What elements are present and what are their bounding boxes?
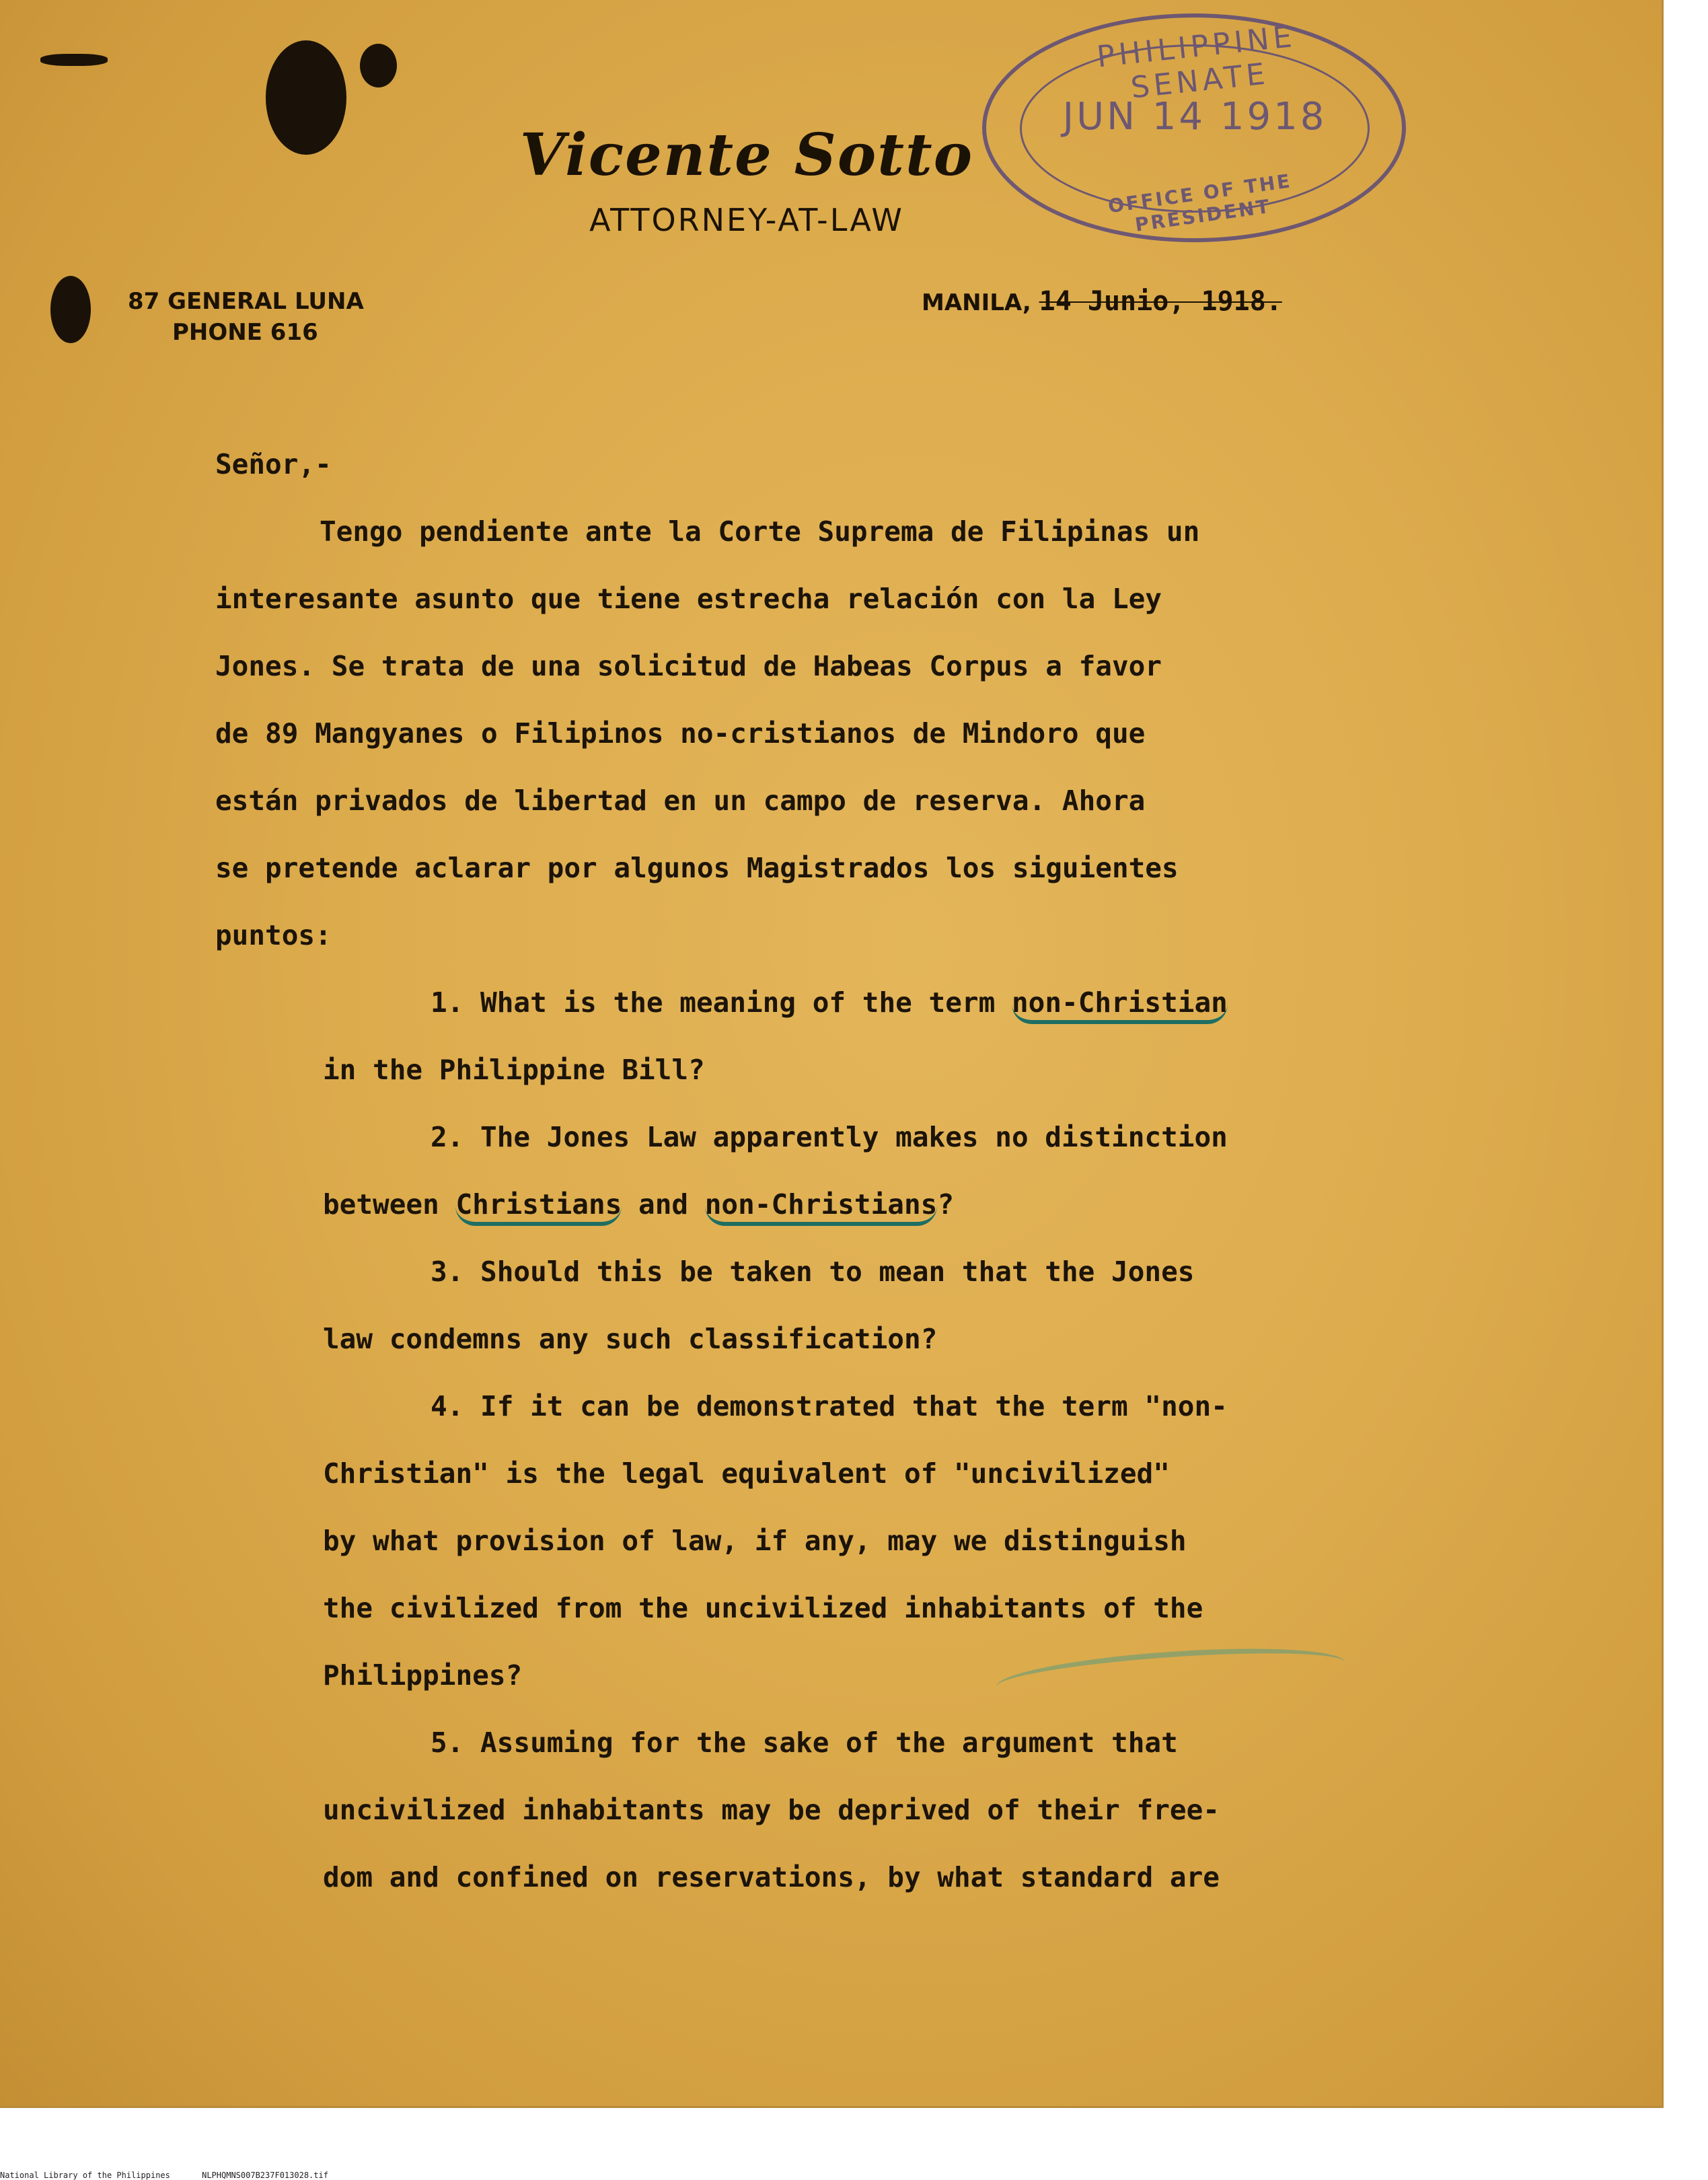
question-4: 4. If it can be demonstrated that the term "non- (431, 1390, 1228, 1422)
question-text: ? (937, 1188, 955, 1221)
question-4-cont: by what provision of law, if any, may we distinguish (323, 1525, 1187, 1557)
underlined-term: Christians (455, 1188, 622, 1226)
dateline-date: 14 Junio, 1918. (1039, 286, 1282, 317)
paragraph-line: interesante asunto que tiene estrecha relación con la Ley (215, 583, 1162, 615)
letterhead-title: ATTORNEY-AT-LAW (589, 202, 904, 238)
underlined-term: non-Christian (1012, 986, 1228, 1024)
ink-blot-corner (40, 54, 108, 66)
stamp-date: JUN 14 1918 (1062, 95, 1327, 139)
question-5: 5. Assuming for the sake of the argument that (431, 1727, 1178, 1759)
question-1 (323, 969, 1460, 1036)
paragraph-line: de 89 Mangyanes o Filipinos no-cristianos de Mindoro que (215, 717, 1146, 750)
ink-blot-left (50, 276, 91, 343)
question-4-cont: Christian" is the legal equivalent of "uncivilized" (323, 1457, 1170, 1490)
letterhead-address (128, 286, 364, 348)
ink-blot-small (360, 44, 397, 87)
dateline (922, 286, 1282, 317)
question-4-cont: Philippines? (323, 1659, 523, 1692)
question-4-cont: the civilized from the uncivilized inhabitants of the (323, 1592, 1203, 1624)
question-5-cont: dom and confined on reservations, by what standard are (323, 1861, 1220, 1893)
question-text: 1. What is the meaning of the term (431, 986, 1012, 1019)
question-list (215, 969, 1460, 1911)
stamp-top-text: PHILIPPINE SENATE (1095, 19, 1298, 106)
paragraph-line: Jones. Se trata de una solicitud de Habeas Corpus a favor (215, 650, 1162, 682)
underlined-term: non-Christians (705, 1188, 938, 1226)
question-5-cont: uncivilized inhabitants may be deprived of their free- (323, 1794, 1220, 1826)
question-text: between (323, 1188, 456, 1221)
ink-blot (266, 40, 346, 155)
address-phone: PHONE 616 (172, 319, 318, 346)
letterhead-name: Vicente Sotto (519, 121, 974, 189)
paragraph-line: están privados de libertad en un campo de reserva. Ahora (215, 785, 1146, 817)
salutation: Señor,- (215, 448, 332, 480)
paragraph-line: se pretende aclarar por algunos Magistrados los siguientes (215, 852, 1179, 884)
question-3-cont: law condemns any such classification? (323, 1323, 938, 1355)
question-1-cont: in the Philippine Bill? (323, 1054, 705, 1086)
stamp-bottom-text: OFFICE OF THE PRESIDENT (1107, 170, 1294, 236)
footer-file: NLPHQMNS007B237F013028.tif (202, 2171, 328, 2180)
question-3: 3. Should this be taken to mean that the Jones (431, 1256, 1195, 1288)
question-2: 2. The Jones Law apparently makes no distinction (431, 1121, 1228, 1153)
address-street: 87 GENERAL LUNA (128, 288, 364, 315)
archive-footer (0, 2171, 355, 2180)
letter-body (215, 431, 1460, 1911)
question-text: and (622, 1188, 705, 1221)
question-2-cont (323, 1171, 1460, 1238)
paragraph-line: puntos: (215, 919, 332, 951)
paragraph-line: Tengo pendiente ante la Corte Suprema de Filipinas un (320, 515, 1200, 548)
received-stamp (982, 13, 1406, 242)
footer-library: National Library of the Philippines (0, 2171, 170, 2180)
dateline-city: MANILA, (922, 289, 1031, 316)
